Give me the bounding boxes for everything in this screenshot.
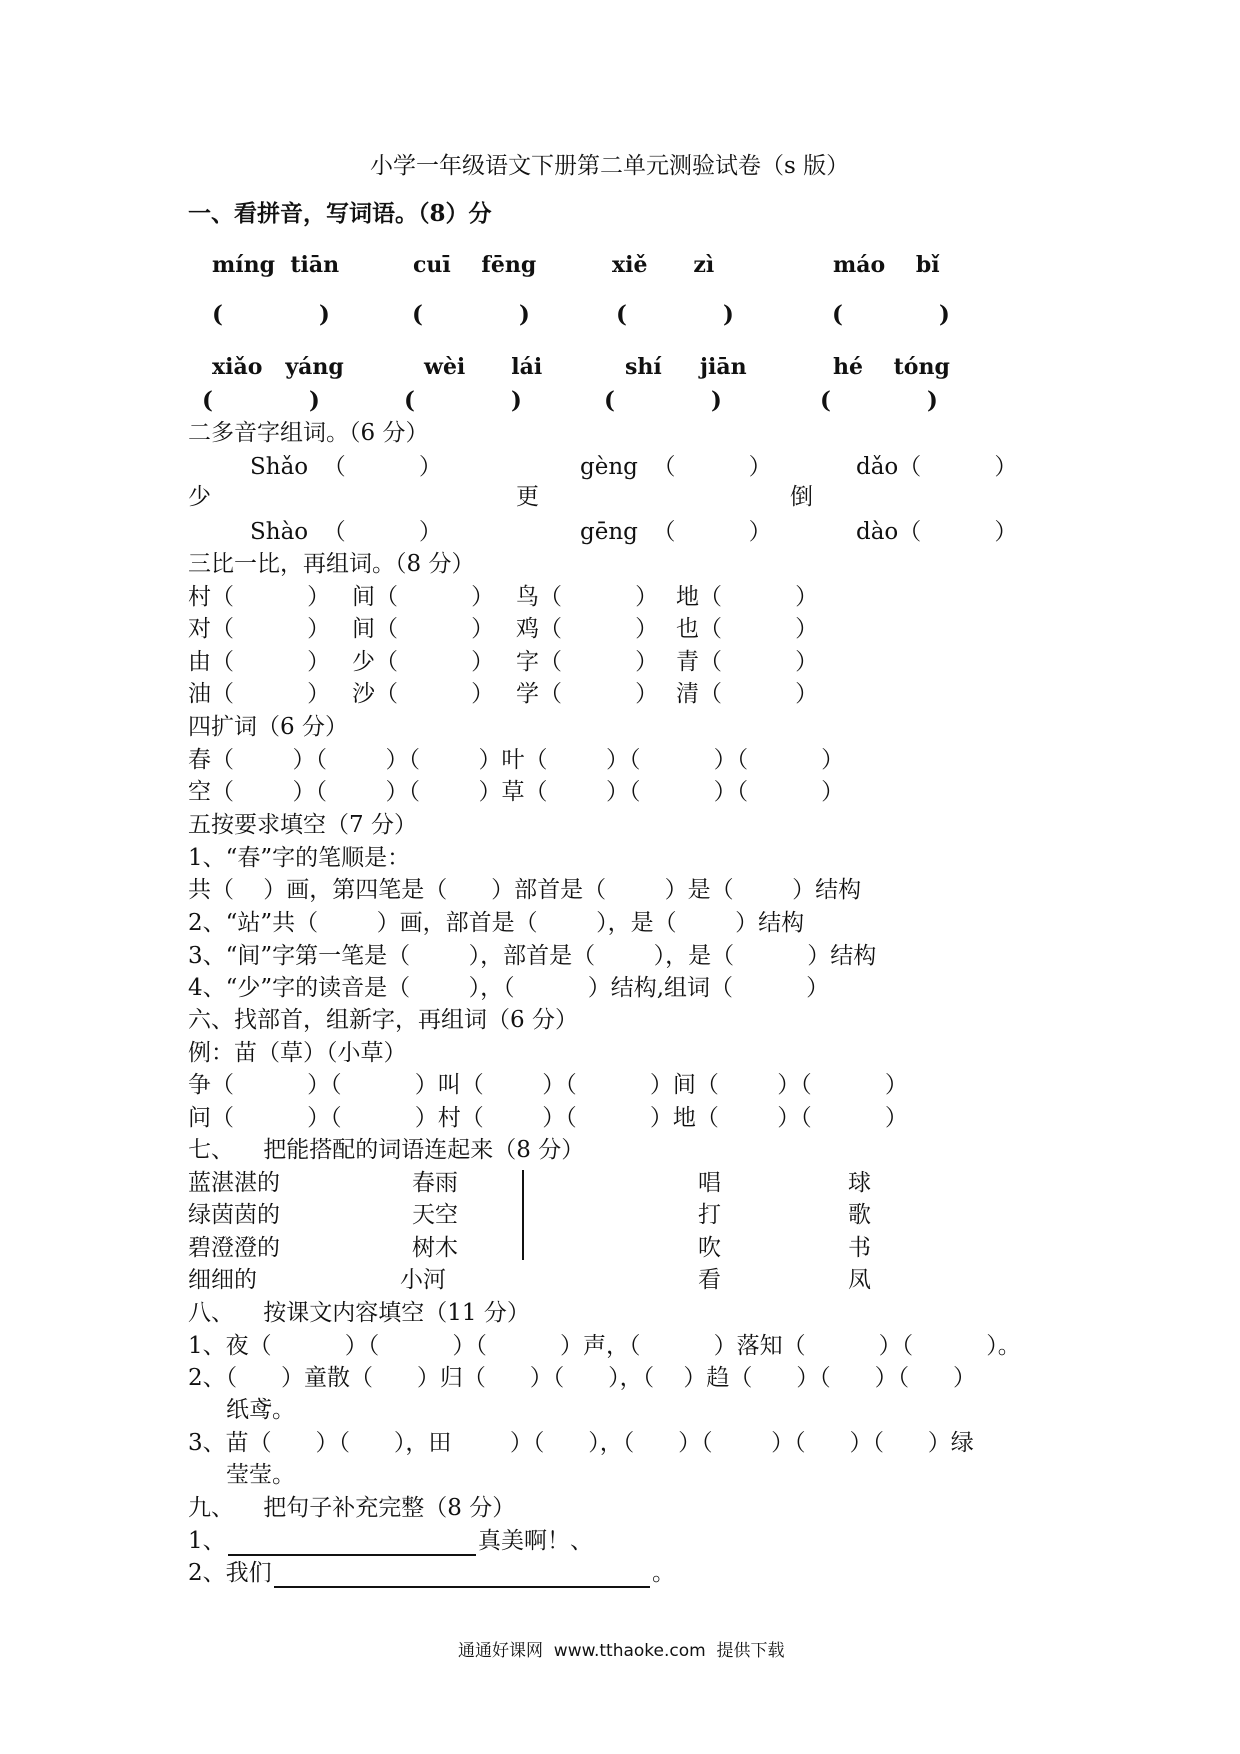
section6-heading: 六、找部首，组新字，再组词（6 分） (188, 1007, 578, 1033)
section5-heading: 五按要求填空（7 分） (188, 812, 417, 838)
answer-paren: ( ) (412, 301, 530, 328)
poem-line: 1、夜（ ）（ ）（ ）声，（ ）落知（ ）（ ）。 (188, 1333, 1021, 1359)
poem-line-cont: 莹莹。 (226, 1462, 295, 1488)
compare-item: 间（ ） (352, 616, 495, 642)
match-noun: 树木 (412, 1235, 458, 1261)
compare-item: 字（ ） (516, 649, 659, 675)
polyphone-item: dào（ ） (856, 519, 1018, 545)
answer-paren: ( ) (604, 387, 722, 414)
poem-line: 3、苗（ ）（ ），田 ）（ ），（ ）（ ）（ ）（ ）绿 (188, 1430, 974, 1456)
match-noun: 天空 (412, 1202, 458, 1228)
section3-heading: 三比一比，再组词。（8 分） (188, 551, 475, 577)
match-adj: 细细的 (188, 1267, 257, 1293)
answer-paren: ( ) (404, 387, 522, 414)
compare-item: 沙（ ） (352, 681, 495, 707)
section2-heading: 二多音字组词。（6 分） (188, 420, 429, 446)
fill-line: 4、“少”字的读音是（ ），（ ）结构,组词（ ） (188, 975, 830, 1001)
compare-item: 油（ ） (188, 681, 331, 707)
section1-heading: 一、看拼音，写词语。（8）分 (188, 200, 492, 227)
polyphone-item: dǎo（ ） (856, 454, 1018, 480)
fill-line: 1、“春”字的笔顺是： (188, 845, 411, 871)
sentence-suffix: 。 (652, 1560, 675, 1586)
compare-item: 由（ ） (188, 649, 331, 675)
pinyin-5: xiǎo yáng (212, 354, 344, 380)
fill-line: 3、“间”字第一笔是（ ），部首是（ ），是（ ）结构 (188, 943, 877, 969)
match-adj: 绿茵茵的 (188, 1202, 280, 1228)
pinyin-6: wèi lái (424, 354, 543, 380)
compare-item: 也（ ） (676, 616, 819, 642)
example-line: 例：苗（草）（小草） (188, 1040, 407, 1066)
section4-heading: 四扩词（6 分） (188, 714, 348, 740)
footer-text: 通通好课网 www.tthaoke.com 提供下载 (458, 1641, 785, 1661)
match-noun: 春雨 (412, 1170, 458, 1196)
section8-heading: 八、 按课文内容填空（11 分） (188, 1300, 530, 1326)
compare-item: 地（ ） (676, 584, 819, 610)
expand-row: 空（ ）（ ）（ ）草（ ）（ ）（ ） (188, 779, 845, 805)
match-verb: 唱 (698, 1170, 721, 1196)
compare-item: 间（ ） (352, 584, 495, 610)
poem-line: 2、（ ）童散（ ）归（ ）（ ），（ ）趋（ ）（ ）（ ） (188, 1365, 976, 1391)
answer-paren: ( ) (202, 387, 320, 414)
pinyin-3: xiě zì (612, 252, 715, 278)
compare-item: 村（ ） (188, 584, 331, 610)
radical-row: 争（ ）（ ）叫（ ）（ ）间（ ）（ ） (188, 1072, 908, 1098)
compare-item: 鸟（ ） (516, 584, 659, 610)
polyphone-item: gēng （ ） (580, 519, 772, 545)
pinyin-2: cuī fēng (413, 252, 537, 278)
match-noun: 小河 (400, 1267, 446, 1293)
section9-heading: 九、 把句子补充完整（8 分） (188, 1495, 516, 1521)
match-object: 歌 (848, 1202, 871, 1228)
answer-line (228, 1554, 476, 1556)
pinyin-7: shí jiān (625, 354, 747, 380)
section7-heading: 七、 把能搭配的词语连起来（8 分） (188, 1137, 585, 1163)
radical-row: 问（ ）（ ）村（ ）（ ）地（ ）（ ） (188, 1105, 908, 1131)
divider-line (522, 1170, 524, 1260)
polyphone-char: 更 (516, 484, 539, 510)
fill-line: 共（ ）画，第四笔是（ ）部首是（ ）是（ ）结构 (188, 877, 862, 903)
match-verb: 看 (698, 1267, 721, 1293)
compare-item: 青（ ） (676, 649, 819, 675)
polyphone-char: 少 (188, 484, 211, 510)
answer-paren: ( ) (212, 301, 330, 328)
polyphone-item: gèng （ ） (580, 454, 772, 480)
pinyin-8: hé tóng (833, 354, 950, 380)
pinyin-1: míng tiān (212, 252, 340, 278)
match-adj: 碧澄澄的 (188, 1235, 280, 1261)
match-verb: 打 (698, 1202, 721, 1228)
fill-line: 2、“站”共（ ）画，部首是（ ），是（ ）结构 (188, 910, 805, 936)
sentence-prefix: 2、我们 (188, 1560, 272, 1586)
compare-item: 清（ ） (676, 681, 819, 707)
compare-item: 学（ ） (516, 681, 659, 707)
match-object: 球 (848, 1170, 871, 1196)
answer-paren: ( ) (832, 301, 950, 328)
compare-item: 鸡（ ） (516, 616, 659, 642)
compare-item: 对（ ） (188, 616, 331, 642)
pinyin-4: máo bǐ (833, 252, 940, 278)
page-title: 小学一年级语文下册第二单元测验试卷（s 版） (370, 153, 850, 179)
polyphone-item: Shào （ ） (250, 519, 442, 545)
compare-item: 少（ ） (352, 649, 495, 675)
match-adj: 蓝湛湛的 (188, 1170, 280, 1196)
poem-line-cont: 纸鸢。 (226, 1397, 295, 1423)
polyphone-item: Shǎo （ ） (250, 454, 442, 480)
match-object: 凤 (848, 1267, 871, 1293)
polyphone-char: 倒 (790, 484, 813, 510)
expand-row: 春（ ）（ ）（ ）叶（ ）（ ）（ ） (188, 747, 845, 773)
answer-line (274, 1586, 650, 1588)
sentence-suffix: 真美啊！、 (478, 1528, 593, 1554)
answer-paren: ( ) (820, 387, 938, 414)
sentence-prefix: 1、 (188, 1528, 226, 1554)
match-object: 书 (848, 1235, 871, 1261)
match-verb: 吹 (698, 1235, 721, 1261)
answer-paren: ( ) (616, 301, 734, 328)
